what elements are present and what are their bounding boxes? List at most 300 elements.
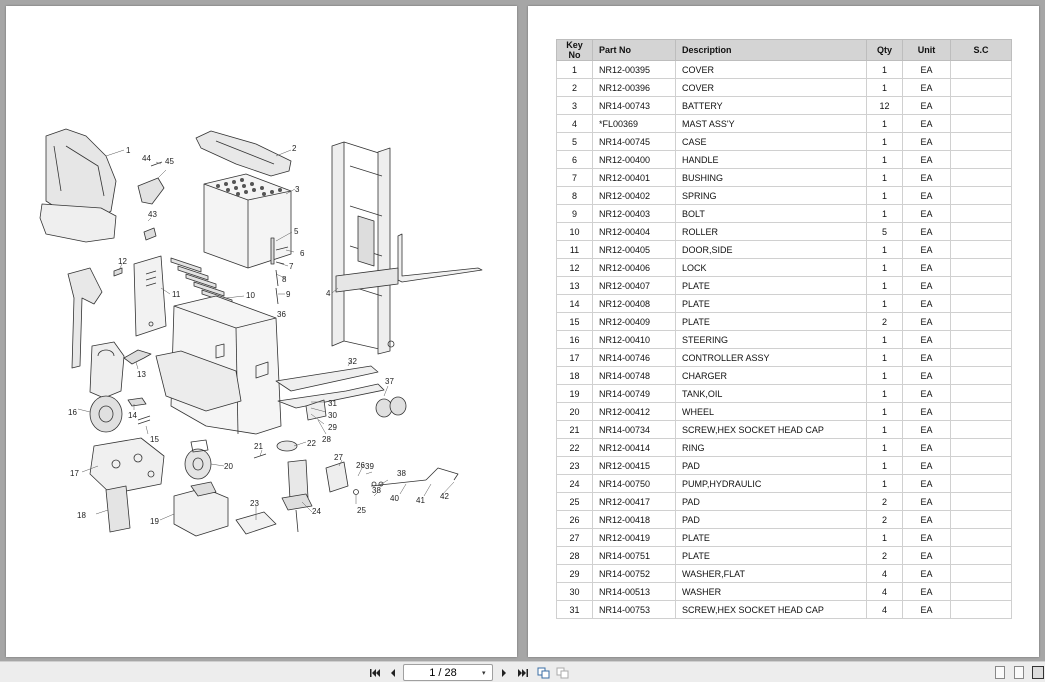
table-row: [557, 439, 1012, 457]
callout-9: 9: [286, 290, 291, 299]
callout-41: 41: [416, 496, 425, 505]
table-row: [557, 385, 1012, 403]
cell-unit: EA: [903, 169, 951, 187]
cell-part-no: NR12-00418: [593, 511, 676, 529]
cell-key-no: 25: [557, 493, 593, 511]
cell-sc: [951, 511, 1012, 529]
callout-44: 44: [142, 154, 151, 163]
cell-sc: [951, 295, 1012, 313]
cell-key-no: 14: [557, 295, 593, 313]
callout-30: 30: [328, 411, 337, 420]
cell-unit: EA: [903, 547, 951, 565]
header-unit: Unit: [903, 40, 951, 61]
cell-description: PLATE: [676, 529, 867, 547]
table-row: [557, 61, 1012, 79]
cell-sc: [951, 547, 1012, 565]
cell-unit: EA: [903, 223, 951, 241]
table-row: [557, 313, 1012, 331]
cell-part-no: NR14-00743: [593, 97, 676, 115]
table-row: [557, 169, 1012, 187]
callout-5: 5: [294, 227, 299, 236]
cell-qty: 12: [867, 97, 903, 115]
header-qty: Qty: [867, 40, 903, 61]
cell-qty: 4: [867, 601, 903, 619]
cell-unit: EA: [903, 133, 951, 151]
cell-sc: [951, 133, 1012, 151]
cell-description: PAD: [676, 511, 867, 529]
table-row: [557, 601, 1012, 619]
cell-unit: EA: [903, 79, 951, 97]
cell-unit: EA: [903, 259, 951, 277]
cell-description: PAD: [676, 457, 867, 475]
callout-7: 7: [289, 262, 294, 271]
cell-unit: EA: [903, 187, 951, 205]
cell-unit: EA: [903, 511, 951, 529]
callout-25: 25: [357, 506, 366, 515]
callout-8: 8: [282, 275, 287, 284]
cell-part-no: NR12-00400: [593, 151, 676, 169]
cell-unit: EA: [903, 421, 951, 439]
table-row: [557, 529, 1012, 547]
cell-sc: [951, 97, 1012, 115]
cell-qty: 1: [867, 331, 903, 349]
cell-qty: 2: [867, 511, 903, 529]
cell-qty: 4: [867, 583, 903, 601]
part-plate-15: [138, 416, 150, 424]
cell-description: CHARGER: [676, 367, 867, 385]
cell-qty: 1: [867, 115, 903, 133]
table-row: [557, 421, 1012, 439]
cell-qty: 1: [867, 241, 903, 259]
cell-description: PUMP,HYDRAULIC: [676, 475, 867, 493]
callout-40: 40: [390, 494, 399, 503]
cell-unit: EA: [903, 565, 951, 583]
cell-part-no: NR14-00746: [593, 349, 676, 367]
cell-description: LOCK: [676, 259, 867, 277]
cell-part-no: NR12-00419: [593, 529, 676, 547]
cell-sc: [951, 403, 1012, 421]
cell-part-no: NR12-00401: [593, 169, 676, 187]
chevron-down-icon: ▾: [482, 669, 486, 677]
cell-description: BUSHING: [676, 169, 867, 187]
page-number-select[interactable]: [403, 664, 493, 681]
cell-description: COVER: [676, 61, 867, 79]
cell-part-no: NR14-00750: [593, 475, 676, 493]
exploded-parts-diagram: [6, 6, 517, 657]
cell-unit: EA: [903, 61, 951, 79]
part-37: [376, 397, 406, 417]
cell-sc: [951, 241, 1012, 259]
cell-description: PLATE: [676, 277, 867, 295]
table-row: [557, 223, 1012, 241]
cell-unit: EA: [903, 115, 951, 133]
cell-key-no: 21: [557, 421, 593, 439]
cell-qty: 1: [867, 151, 903, 169]
cell-sc: [951, 205, 1012, 223]
cell-description: MAST ASS'Y: [676, 115, 867, 133]
cell-unit: EA: [903, 403, 951, 421]
cell-unit: EA: [903, 277, 951, 295]
continuous-view-icon[interactable]: [1014, 666, 1024, 679]
cell-unit: EA: [903, 241, 951, 259]
callout-45: 45: [165, 157, 174, 166]
cell-description: PAD: [676, 493, 867, 511]
cell-sc: [951, 493, 1012, 511]
cell-description: CONTROLLER ASSY: [676, 349, 867, 367]
table-row: [557, 583, 1012, 601]
parts-list-page: [528, 6, 1039, 657]
callout-21: 21: [254, 442, 263, 451]
cell-description: WASHER,FLAT: [676, 565, 867, 583]
table-row: [557, 295, 1012, 313]
cell-description: DOOR,SIDE: [676, 241, 867, 259]
cell-sc: [951, 61, 1012, 79]
cell-part-no: NR12-00395: [593, 61, 676, 79]
cell-qty: 1: [867, 421, 903, 439]
cell-part-no: NR12-00402: [593, 187, 676, 205]
cell-key-no: 19: [557, 385, 593, 403]
callout-31: 31: [328, 399, 337, 408]
cell-part-no: NR14-00748: [593, 367, 676, 385]
cell-sc: [951, 385, 1012, 403]
part-mast-4: [332, 142, 482, 354]
cell-description: RING: [676, 439, 867, 457]
cell-key-no: 23: [557, 457, 593, 475]
cell-sc: [951, 259, 1012, 277]
table-row: [557, 331, 1012, 349]
callout-22: 22: [307, 439, 316, 448]
part-controller-17: [90, 438, 164, 494]
part-plate-13: [124, 350, 151, 364]
cell-unit: EA: [903, 475, 951, 493]
table-row: [557, 79, 1012, 97]
part-cover-2: [196, 131, 291, 176]
cell-qty: 1: [867, 439, 903, 457]
table-header-row: [557, 40, 1012, 61]
callout-16: 16: [68, 408, 77, 417]
next-page-icon[interactable]: [496, 665, 512, 680]
parts-table: [556, 39, 1012, 619]
table-row: [557, 475, 1012, 493]
callout-12: 12: [118, 257, 127, 266]
cell-description: SCREW,HEX SOCKET HEAD CAP: [676, 421, 867, 439]
callout-43: 43: [148, 210, 157, 219]
part-43: [144, 228, 156, 240]
callout-27: 27: [334, 453, 343, 462]
callout-11: 11: [172, 290, 181, 299]
page-number-display: 1 / 28: [429, 666, 457, 679]
part-tank-19: [174, 482, 228, 536]
header-description: Description: [676, 40, 867, 61]
cell-unit: EA: [903, 493, 951, 511]
cell-description: PLATE: [676, 547, 867, 565]
cell-qty: 1: [867, 385, 903, 403]
callout-15: 15: [150, 435, 159, 444]
cell-sc: [951, 565, 1012, 583]
cell-qty: 1: [867, 295, 903, 313]
part-cover-1: [40, 129, 116, 242]
cell-description: BOLT: [676, 205, 867, 223]
copy-page-icon[interactable]: [535, 665, 551, 680]
part-plate-27: [326, 462, 348, 492]
table-row: [557, 565, 1012, 583]
cell-part-no: *FL00369: [593, 115, 676, 133]
last-page-icon[interactable]: [514, 665, 530, 680]
cell-part-no: NR12-00396: [593, 79, 676, 97]
part-linkage-40-42: [371, 468, 458, 486]
cell-sc: [951, 601, 1012, 619]
cell-sc: [951, 529, 1012, 547]
cell-key-no: 10: [557, 223, 593, 241]
cell-key-no: 12: [557, 259, 593, 277]
viewer-toolbar: [0, 661, 1045, 682]
cell-description: TANK,OIL: [676, 385, 867, 403]
cell-key-no: 27: [557, 529, 593, 547]
cell-sc: [951, 79, 1012, 97]
cell-part-no: NR14-00734: [593, 421, 676, 439]
cell-part-no: NR12-00405: [593, 241, 676, 259]
cell-key-no: 29: [557, 565, 593, 583]
cell-sc: [951, 223, 1012, 241]
cell-key-no: 11: [557, 241, 593, 259]
cell-qty: 1: [867, 187, 903, 205]
cell-description: WASHER: [676, 583, 867, 601]
callout-42: 42: [440, 492, 449, 501]
cell-unit: EA: [903, 151, 951, 169]
cell-qty: 1: [867, 169, 903, 187]
cell-key-no: 22: [557, 439, 593, 457]
cell-part-no: NR14-00745: [593, 133, 676, 151]
cell-qty: 1: [867, 79, 903, 97]
cell-key-no: 3: [557, 97, 593, 115]
cell-key-no: 24: [557, 475, 593, 493]
cell-sc: [951, 583, 1012, 601]
cell-part-no: NR12-00408: [593, 295, 676, 313]
cell-key-no: 8: [557, 187, 593, 205]
cell-key-no: 4: [557, 115, 593, 133]
table-row: [557, 547, 1012, 565]
table-row: [557, 205, 1012, 223]
cell-unit: EA: [903, 295, 951, 313]
cell-qty: 1: [867, 277, 903, 295]
cell-key-no: 26: [557, 511, 593, 529]
cell-key-no: 15: [557, 313, 593, 331]
cell-qty: 1: [867, 61, 903, 79]
cell-description: PLATE: [676, 295, 867, 313]
header-key-no: Key No: [557, 40, 593, 61]
part-pad-25: [354, 490, 359, 495]
cell-unit: EA: [903, 529, 951, 547]
callout-1: 1: [126, 146, 131, 155]
callout-14: 14: [128, 411, 137, 420]
cell-qty: 2: [867, 493, 903, 511]
cell-unit: EA: [903, 349, 951, 367]
callout-18: 18: [77, 511, 86, 520]
cell-sc: [951, 457, 1012, 475]
cell-key-no: 1: [557, 61, 593, 79]
cell-part-no: NR12-00414: [593, 439, 676, 457]
cell-unit: EA: [903, 439, 951, 457]
cell-unit: EA: [903, 313, 951, 331]
table-row: [557, 259, 1012, 277]
cell-description: PLATE: [676, 313, 867, 331]
part-pump-24: [282, 460, 312, 532]
cell-key-no: 31: [557, 601, 593, 619]
part-lock-12: [114, 268, 122, 276]
cell-sc: [951, 475, 1012, 493]
cell-sc: [951, 349, 1012, 367]
cell-sc: [951, 313, 1012, 331]
cell-key-no: 9: [557, 205, 593, 223]
part-wheel-20: [185, 440, 211, 479]
callout-3: 3: [295, 185, 300, 194]
cell-key-no: 2: [557, 79, 593, 97]
callout-37: 37: [385, 377, 394, 386]
cell-key-no: 30: [557, 583, 593, 601]
cell-sc: [951, 277, 1012, 295]
cell-description: HANDLE: [676, 151, 867, 169]
cell-description: SCREW,HEX SOCKET HEAD CAP: [676, 601, 867, 619]
cell-qty: 2: [867, 313, 903, 331]
table-row: [557, 97, 1012, 115]
part-battery-3: [204, 174, 291, 268]
cell-description: ROLLER: [676, 223, 867, 241]
header-sc: S.C: [951, 40, 1012, 61]
cell-description: BATTERY: [676, 97, 867, 115]
cell-part-no: NR12-00410: [593, 331, 676, 349]
callout-32: 32: [348, 357, 357, 366]
cell-part-no: NR14-00752: [593, 565, 676, 583]
cell-description: STEERING: [676, 331, 867, 349]
table-row: [557, 367, 1012, 385]
cell-key-no: 13: [557, 277, 593, 295]
cell-sc: [951, 421, 1012, 439]
cell-part-no: NR14-00751: [593, 547, 676, 565]
cell-part-no: NR12-00409: [593, 313, 676, 331]
cell-qty: 2: [867, 547, 903, 565]
callout-20: 20: [224, 462, 233, 471]
part-45: [138, 178, 164, 204]
cell-unit: EA: [903, 601, 951, 619]
callout-38b: 38: [372, 486, 381, 495]
cell-part-no: NR12-00415: [593, 457, 676, 475]
callout-38: 38: [397, 469, 406, 478]
callout-29: 29: [328, 423, 337, 432]
table-row: [557, 493, 1012, 511]
cell-unit: EA: [903, 457, 951, 475]
duplicate-page-icon[interactable]: [554, 665, 570, 680]
cell-part-no: NR14-00513: [593, 583, 676, 601]
cell-sc: [951, 169, 1012, 187]
two-page-view-icon[interactable]: [1032, 666, 1044, 679]
cell-unit: EA: [903, 205, 951, 223]
cell-part-no: NR12-00407: [593, 277, 676, 295]
cell-qty: 1: [867, 349, 903, 367]
cell-qty: 1: [867, 205, 903, 223]
cell-unit: EA: [903, 583, 951, 601]
cell-key-no: 17: [557, 349, 593, 367]
table-row: [557, 277, 1012, 295]
table-row: [557, 511, 1012, 529]
cell-key-no: 7: [557, 169, 593, 187]
part-charger-18: [106, 486, 130, 532]
callout-2: 2: [292, 144, 297, 153]
table-row: [557, 241, 1012, 259]
cell-unit: EA: [903, 385, 951, 403]
callout-26: 26: [356, 461, 365, 470]
cell-qty: 5: [867, 223, 903, 241]
cell-key-no: 16: [557, 331, 593, 349]
cell-qty: 1: [867, 133, 903, 151]
cell-qty: 4: [867, 565, 903, 583]
cell-sc: [951, 439, 1012, 457]
cell-key-no: 18: [557, 367, 593, 385]
first-page-icon[interactable]: [367, 665, 383, 680]
callout-23: 23: [250, 499, 259, 508]
cell-key-no: 20: [557, 403, 593, 421]
cell-description: WHEEL: [676, 403, 867, 421]
callout-6: 6: [300, 249, 305, 258]
cell-key-no: 28: [557, 547, 593, 565]
callout-17: 17: [70, 469, 79, 478]
cell-key-no: 5: [557, 133, 593, 151]
cell-part-no: NR14-00749: [593, 385, 676, 403]
cell-qty: 1: [867, 259, 903, 277]
cell-part-no: NR12-00403: [593, 205, 676, 223]
cell-key-no: 6: [557, 151, 593, 169]
cell-part-no: NR14-00753: [593, 601, 676, 619]
cell-sc: [951, 115, 1012, 133]
cell-description: COVER: [676, 79, 867, 97]
cell-unit: EA: [903, 331, 951, 349]
table-row: [557, 403, 1012, 421]
cell-sc: [951, 331, 1012, 349]
cell-qty: 1: [867, 457, 903, 475]
cell-part-no: NR12-00404: [593, 223, 676, 241]
cell-description: CASE: [676, 133, 867, 151]
callout-36: 36: [277, 310, 286, 319]
cell-qty: 1: [867, 475, 903, 493]
table-row: [557, 133, 1012, 151]
previous-page-icon[interactable]: [385, 665, 401, 680]
cell-qty: 1: [867, 367, 903, 385]
header-part-no: Part No: [593, 40, 676, 61]
callout-4: 4: [326, 289, 331, 298]
diagram-page: [6, 6, 517, 657]
cell-sc: [951, 367, 1012, 385]
part-plate-14: [128, 398, 146, 406]
callout-24: 24: [312, 507, 321, 516]
cell-sc: [951, 187, 1012, 205]
cell-part-no: NR12-00417: [593, 493, 676, 511]
cell-part-no: NR12-00412: [593, 403, 676, 421]
cell-part-no: NR12-00406: [593, 259, 676, 277]
cell-sc: [951, 151, 1012, 169]
table-row: [557, 349, 1012, 367]
callout-10: 10: [246, 291, 255, 300]
cell-qty: 1: [867, 529, 903, 547]
cell-unit: EA: [903, 367, 951, 385]
part-door-11: [134, 256, 166, 336]
callout-28: 28: [322, 435, 331, 444]
callout-19: 19: [150, 517, 159, 526]
table-row: [557, 187, 1012, 205]
callout-39: 39: [365, 462, 374, 471]
table-row: [557, 151, 1012, 169]
cell-description: SPRING: [676, 187, 867, 205]
single-page-view-icon[interactable]: [995, 666, 1005, 679]
table-row: [557, 115, 1012, 133]
